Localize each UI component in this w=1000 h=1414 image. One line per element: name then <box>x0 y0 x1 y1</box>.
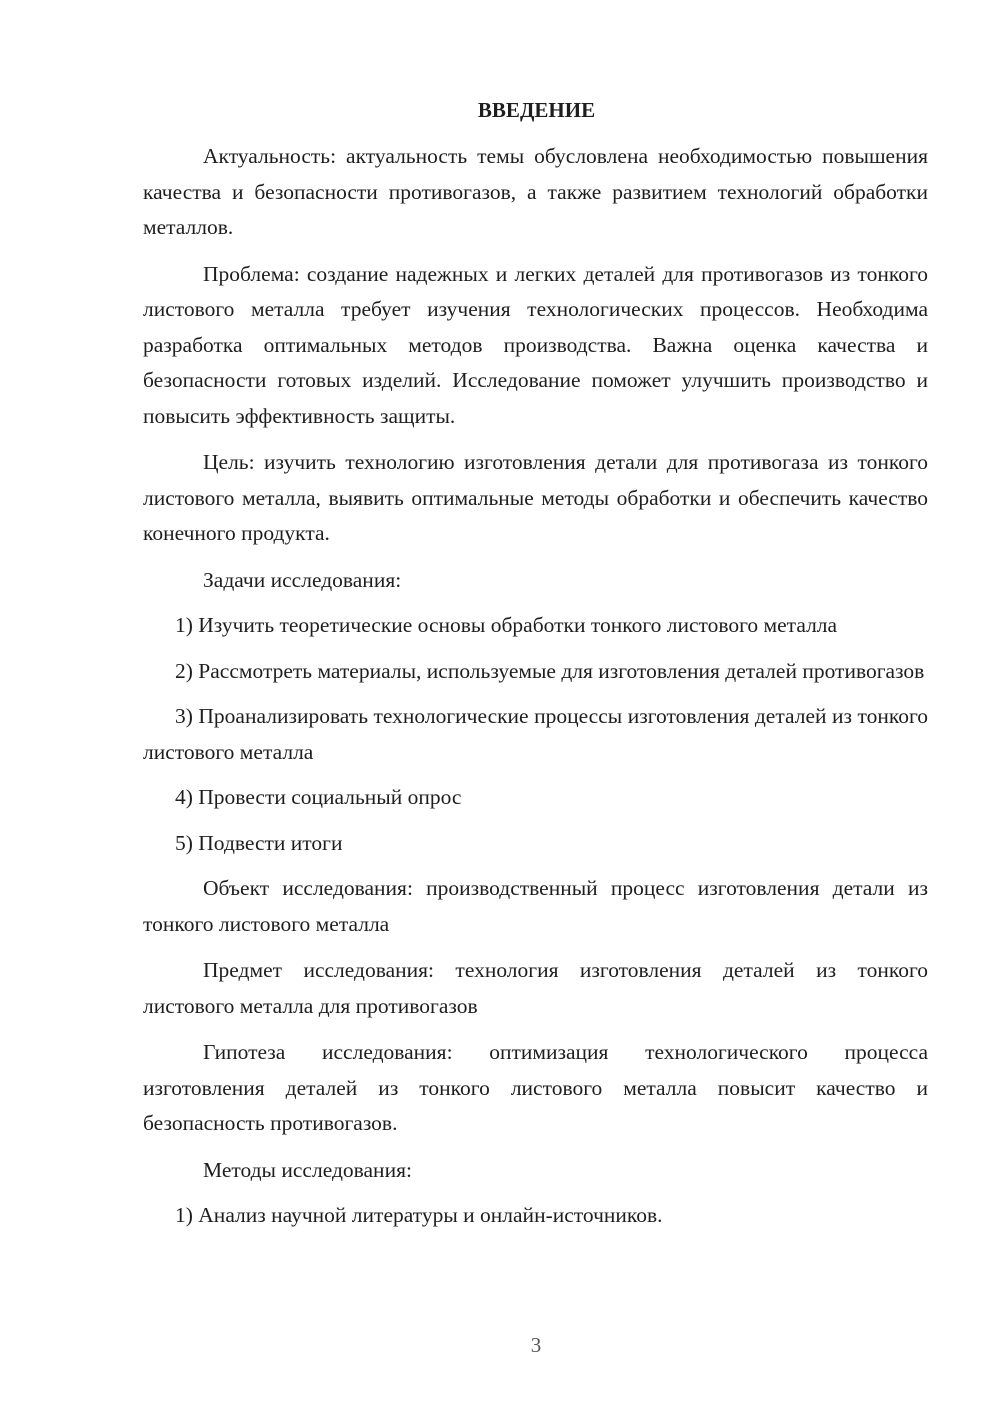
object-paragraph: Объект исследования: производственный процесс изготовления детали из тонкого листового металла <box>143 876 928 936</box>
goal-paragraph: Цель: изучить технологию изготовления детали для противогаза из тонкого листового металла, выявить оптимальные методы обработки и обеспечить качество конечного продукта. <box>143 450 928 545</box>
subject-paragraph: Предмет исследования: технология изготовления деталей из тонкого листового металла для противогазов <box>143 958 928 1018</box>
hypothesis-paragraph: Гипотеза исследования: оптимизация технологического процесса изготовления деталей из тонкого листового металла повысит качество и безопасность противогазов. <box>143 1040 928 1135</box>
task-item-5: 5) Подвести итоги <box>175 830 343 855</box>
page-title: ВВЕДЕНИЕ <box>477 98 596 122</box>
task-item-2: 2) Рассмотреть материалы, используемые для изготовления деталей противогазов <box>175 658 925 683</box>
tasks-heading: Задачи исследования: <box>203 567 402 592</box>
problem-paragraph: Проблема: создание надежных и легких деталей для противогазов из тонкого листового металла требует изучения технологических процессов. Необходима разработка оптимальных методов производства. Важна оценка качества и безопасности готовых изделий. Исследование поможет улучшить производство и повысить эффективность защиты. <box>143 261 928 428</box>
page-number: 3 <box>530 1333 542 1357</box>
document-page <box>143 95 928 1244</box>
task-item-4: 4) Провести социальный опрос <box>175 785 462 809</box>
relevance-paragraph: Актуальность: актуальность темы обусловлена необходимостью повышения качества и безопасности противогазов, а также развитием технологий обработки металлов. <box>143 144 928 239</box>
task-item-1: 1) Изучить теоретические основы обработки тонкого листового металла <box>175 613 838 637</box>
method-item-1: 1) Анализ научной литературы и онлайн-источников. <box>175 1203 663 1227</box>
task-item-3: 3) Проанализировать технологические процессы изготовления деталей из тонкого листового металла <box>143 704 928 764</box>
methods-heading: Методы исследования: <box>203 1157 412 1182</box>
